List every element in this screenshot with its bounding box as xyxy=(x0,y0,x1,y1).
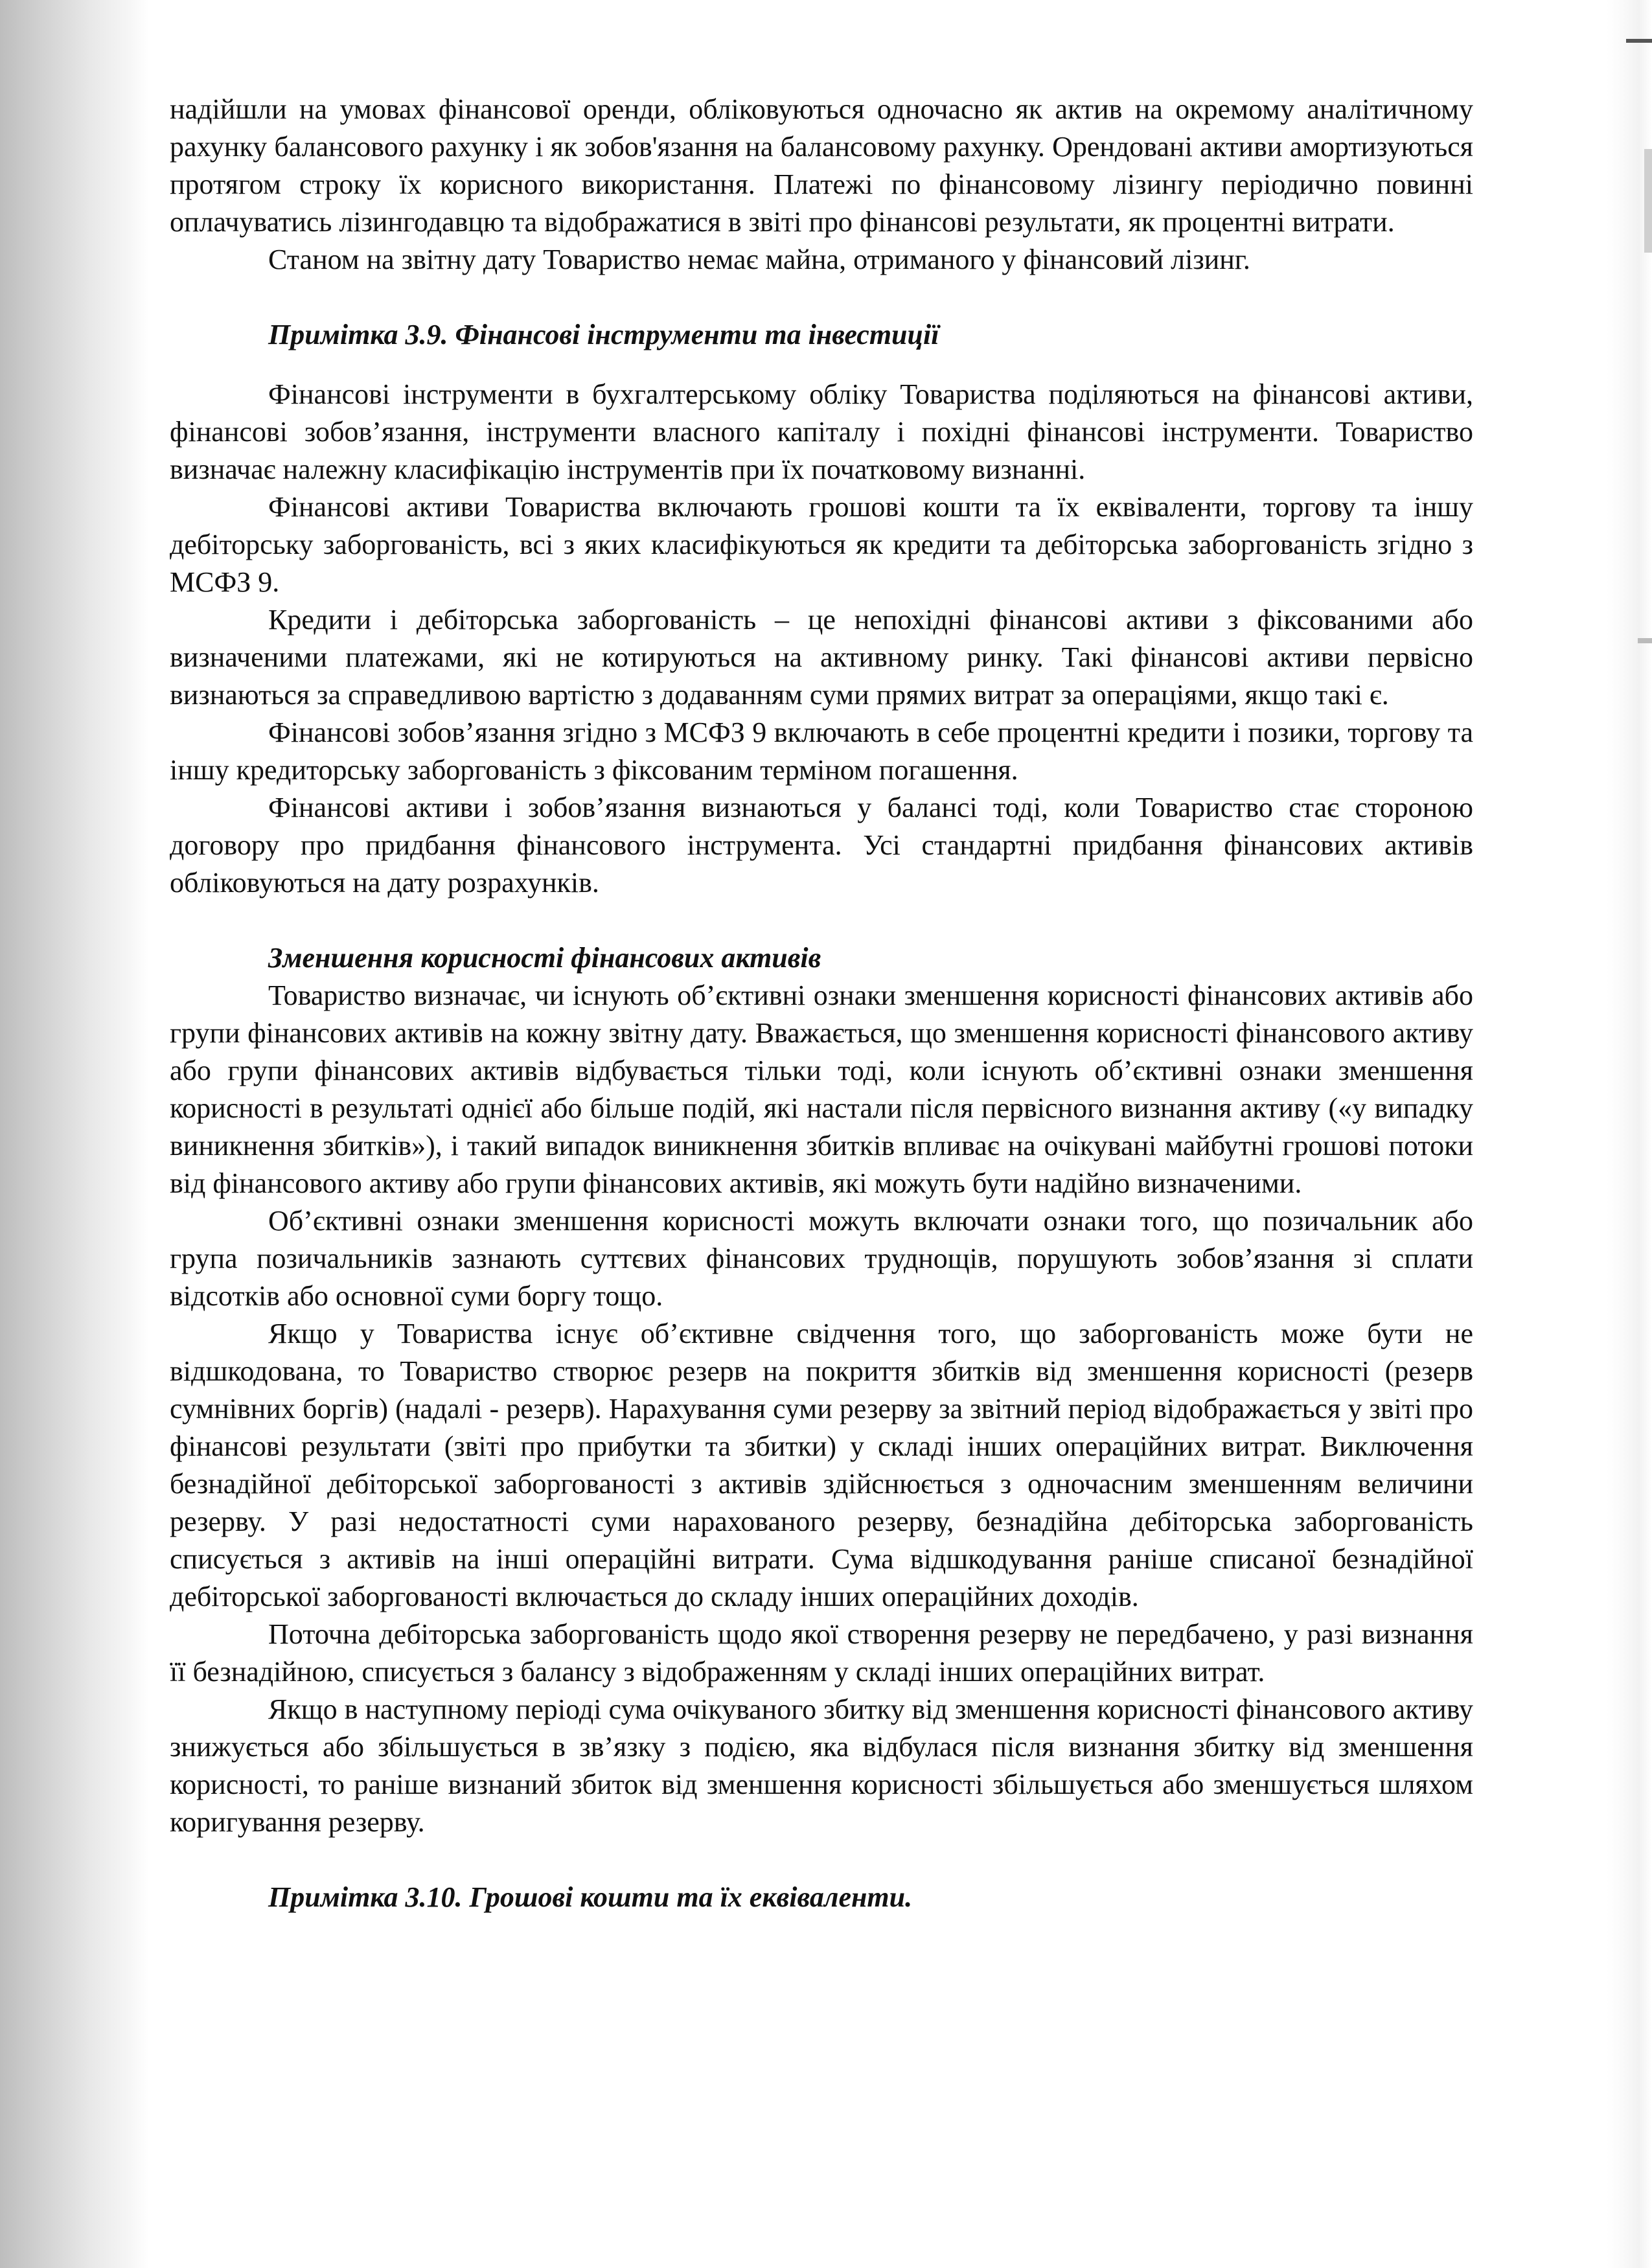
paragraph-current-receivables: Поточна дебіторська заборгованість щодо якої створення резерву не передбачено, у разі визнання її безнадійною, списується з балансу з відображенням у складі інших операційних витрат. xyxy=(170,1618,1473,1688)
paragraph-recognition: Фінансові активи і зобов’язання визнаються у балансі тоді, коли Товариство стає стороною договору про придбання фінансового інструмента. Усі стандартні придбання фінансових активів обліковуються на дату розрахунків. xyxy=(170,792,1473,899)
paragraph-financial-assets: Фінансові активи Товариства включають грошові кошти та їх еквіваленти, торгову та іншу дебіторську заборгованість, всі з яких класифікуються як кредити та дебіторська заборгованість згідно з МСФЗ 9. xyxy=(170,491,1473,598)
paragraph-impairment-signs: Об’єктивні ознаки зменшення корисності можуть включати ознаки того, що позичальник або група позичальників зазнають суттєвих фінансових труднощів, порушують зобов’язання зі сплати відсотків або основної суми боргу тощо. xyxy=(170,1205,1473,1312)
paragraph-impairment-evidence: Товариство визначає, чи існують об’єктивні ознаки зменшення корисності фінансових активів або групи фінансових активів на кожну звітну дату. Вважається, що зменшення корисності фінансового активу або групи фінансових активів відбувається тільки тоді, коли існують об’єктивні ознаки зменшення корисності в результаті однієї або більше подій, які настали після первісного визнання активу («у випадку виникнення збитків»), і такий випадок виникнення збитків впливає на очікувані майбутні грошові потоки від фінансового активу або групи фінансових активів, які можуть бути надійно визначеними. xyxy=(170,979,1473,1199)
paragraph-loans-receivables: Кредити і дебіторська заборгованість – це непохідні фінансові активи з фіксованими або визначеними платежами, які не котируються на активному ринку. Такі фінансові активи первісно визнаються за справедливою вартістю з додаванням суми прямих витрат за операціями, якщо такі є. xyxy=(170,604,1473,711)
paragraph-finance-lease: надійшли на умовах фінансової оренди, обліковуються одночасно як актив на окремому аналітичному рахунку балансового рахунку і як зобов'язання на балансовому рахунку. Орендовані активи амортизуються протягом строку їх корисного використання. Платежі по фінансовому лізингу періодично повинні оплачуватись лізингодавцю та відображатися в звіті про фінансові результати, як процентні витрати. xyxy=(170,93,1473,238)
spacer xyxy=(170,1841,1473,1879)
document-page xyxy=(170,91,1473,1916)
scan-shadow-right xyxy=(1607,0,1652,2268)
scan-edge-mark xyxy=(1626,39,1652,43)
section-heading-3-10: Примітка 3.10. Грошові кошти та їх еквіваленти. xyxy=(268,1881,913,1913)
paragraph-financial-liabilities: Фінансові зобов’язання згідно з МСФЗ 9 включають в себе процентні кредити і позики, торгову та іншу кредиторську заборгованість з фіксованим терміном погашення. xyxy=(170,716,1473,786)
spacer xyxy=(170,279,1473,316)
spacer xyxy=(170,902,1473,939)
subsection-heading-impairment: Зменшення корисності фінансових активів xyxy=(268,942,821,974)
scan-shadow-left xyxy=(0,0,149,2268)
spacer xyxy=(170,354,1473,376)
scan-edge-mark xyxy=(1638,638,1652,643)
paragraph-reserve-adjustment: Якщо в наступному періоді сума очікуваного збитку від зменшення корисності фінансового активу знижується або збільшується в зв’язку з подією, яка відбулася після визнання збитку від зменшення корисності, то раніше визнаний збиток від зменшення корисності збільшується або зменшується шляхом коригування резерву. xyxy=(170,1693,1473,1838)
scan-edge-mark xyxy=(1644,149,1652,253)
paragraph-financial-instruments: Фінансові інструменти в бухгалтерському обліку Товариства поділяються на фінансові активи, фінансові зобов’язання, інструменти власного капіталу і похідні фінансові інструменти. Товариство визначає належну класифікацію інструментів при їх початковому визнанні. xyxy=(170,378,1473,485)
paragraph-no-lease-property: Станом на звітну дату Товариство немає майна, отриманого у фінансовий лізинг. xyxy=(268,244,1250,275)
section-heading-3-9: Примітка 3.9. Фінансові інструменти та інвестиції xyxy=(268,319,939,350)
paragraph-doubtful-debts-reserve: Якщо у Товариства існує об’єктивне свідчення того, що заборгованість може бути не відшкодована, то Товариство створює резерв на покриття збитків від зменшення корисності (резерв сумнівних боргів) (надалі - резерв). Нарахування суми резерву за звітний період відображається у звіті про фінансові результати (звіті про прибутки та збитки) у складі інших операційних витрат. Виключення безнадійної дебіторської заборгованості з активів здійснюється з одночасним зменшенням величини резерву. У разі недостатності суми нарахованого резерву, безнадійна дебіторська заборгованість списується з активів на інші операційні витрати. Сума відшкодування раніше списаної безнадійної дебіторської заборгованості включається до складу інших операційних доходів. xyxy=(170,1318,1473,1612)
